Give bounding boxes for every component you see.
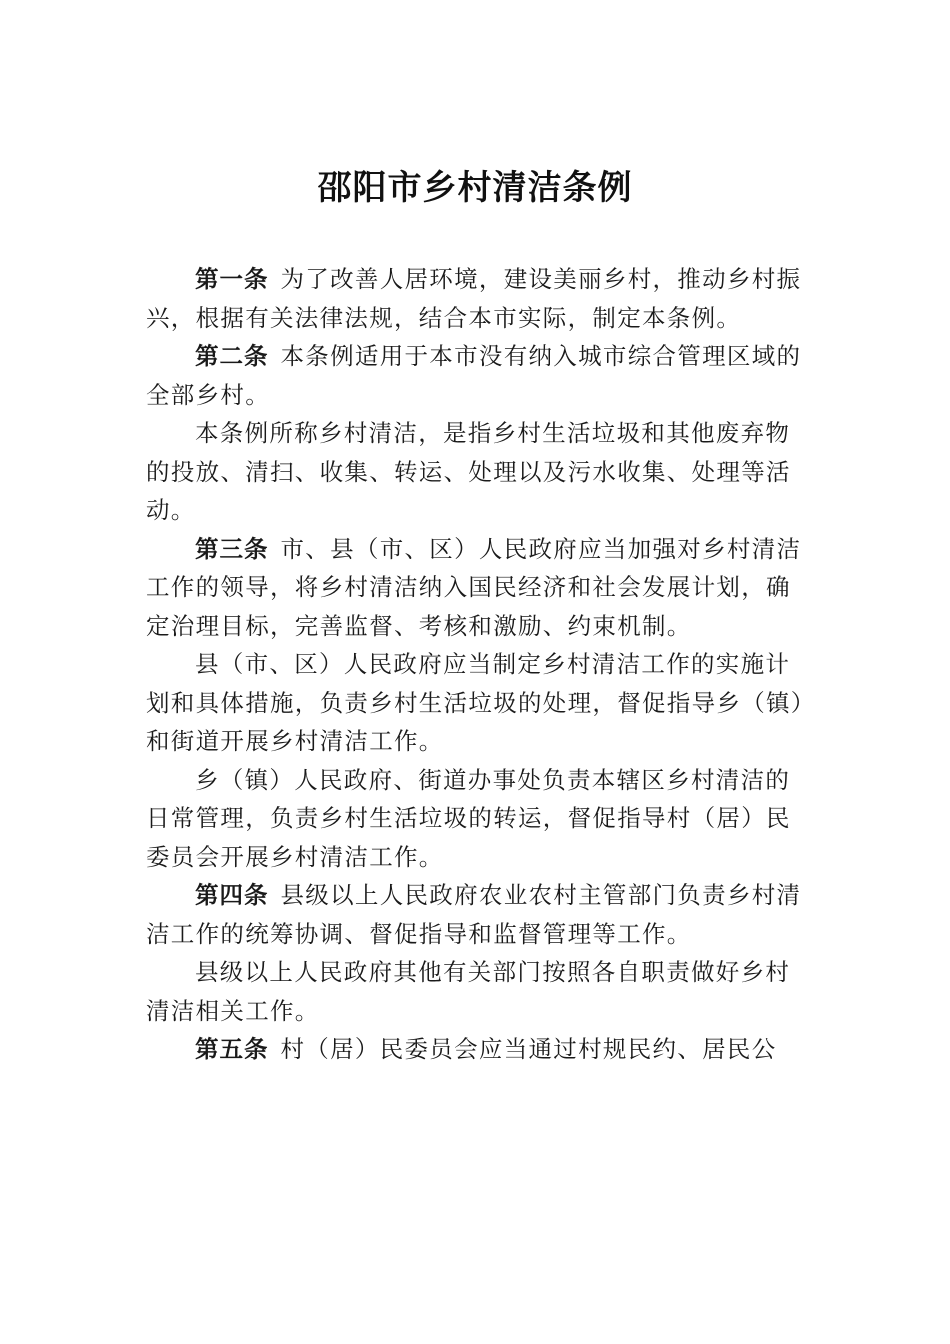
article-number: 第一条 <box>195 265 269 293</box>
paragraph-article-5 <box>146 1030 806 1069</box>
paragraph <box>146 761 806 877</box>
paragraph-text: 本条例适用于本市没有纳入城市综合管理区域的全部乡村。 <box>146 342 802 409</box>
article-number: 第四条 <box>195 881 269 909</box>
paragraph-text: 乡（镇）人民政府、街道办事处负责本辖区乡村清洁的日常管理，负责乡村生活垃圾的转运，督促指导村（居）民委员会开展乡村清洁工作。 <box>146 765 791 871</box>
paragraph-text: 本条例所称乡村清洁，是指乡村生活垃圾和其他废弃物的投放、清扫、收集、转运、处理以及污水收集、处理等活动。 <box>146 419 791 524</box>
paragraph <box>146 953 806 1030</box>
paragraph-text: 县级以上人民政府农业农村主管部门负责乡村清洁工作的统筹协调、督促指导和监督管理等工作。 <box>146 881 802 948</box>
article-number: 第五条 <box>195 1035 269 1063</box>
paragraph-text: 县级以上人民政府其他有关部门按照各自职责做好乡村清洁相关工作。 <box>146 958 791 1025</box>
article-number: 第三条 <box>195 534 269 563</box>
document-body <box>146 260 806 1069</box>
paragraph-text: 县（市、区）人民政府应当制定乡村清洁工作的实施计划和具体措施，负责乡村生活垃圾的处理，督促指导乡（镇）和街道开展乡村清洁工作。 <box>146 650 804 755</box>
paragraph-text: 村（居）民委员会应当通过村规民约、居民公 <box>280 1035 777 1063</box>
article-number: 第二条 <box>195 342 269 370</box>
paragraph-article-1 <box>146 260 806 337</box>
paragraph-text: 为了改善人居环境，建设美丽乡村，推动乡村振兴，根据有关法律法规，结合本市实际，制定本条例。 <box>146 265 802 332</box>
paragraph-article-3 <box>146 530 806 646</box>
paragraph <box>146 414 806 530</box>
paragraph-text: 市、县（市、区）人民政府应当加强对乡村清洁工作的领导，将乡村清洁纳入国民经济和社会发展计划，确定治理目标，完善监督、考核和激励、约束机制。 <box>146 534 802 640</box>
paragraph-article-2 <box>146 337 806 414</box>
document-title: 邵阳市乡村清洁条例 <box>317 168 633 208</box>
paragraph-article-4 <box>146 876 806 953</box>
paragraph <box>146 645 806 761</box>
